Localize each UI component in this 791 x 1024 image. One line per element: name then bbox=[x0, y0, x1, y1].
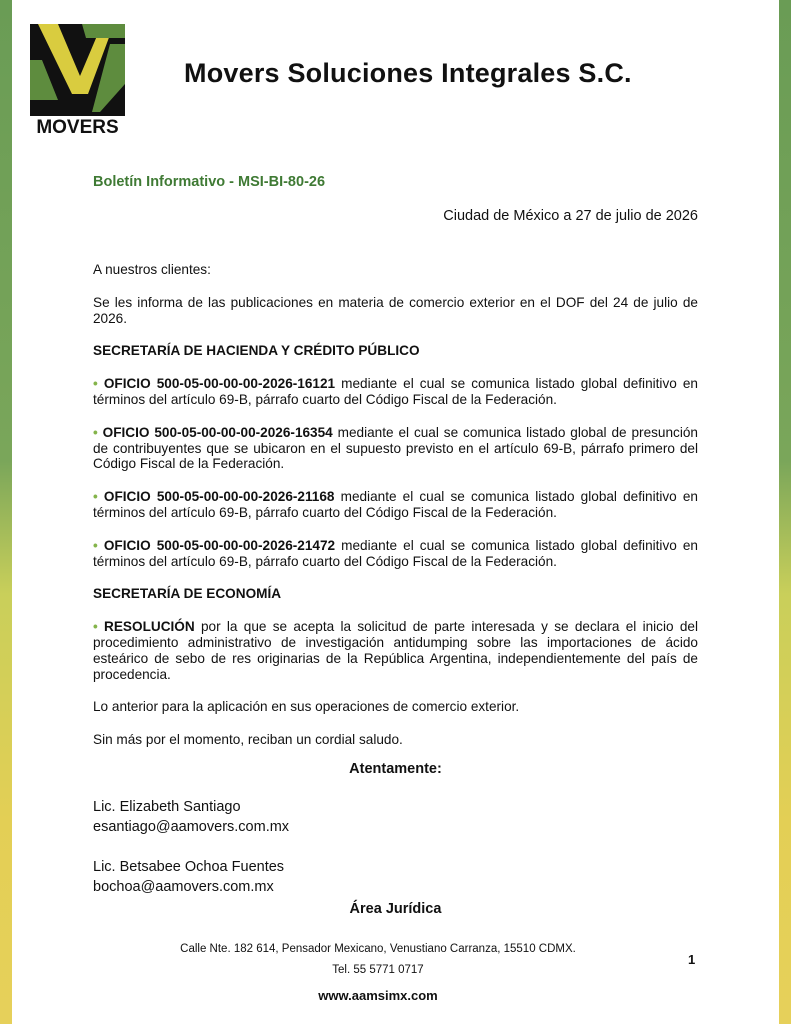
item-text: mediante el cual se comunica listado global de presunción de contribuyentes que se ubicaron en el supuesto previsto en el artículo 69-B, párrafo primero del Código Fiscal de la Federación. bbox=[93, 424, 698, 472]
page-number: 1 bbox=[688, 952, 696, 967]
contact-email[interactable]: esantiago@aamovers.com.mx bbox=[93, 819, 290, 835]
list-item bbox=[93, 425, 698, 472]
footer-address: Calle Nte. 182 614, Pensador Mexicano, Venustiano Carranza, 15510 CDMX. bbox=[180, 943, 576, 955]
greeting: A nuestros clientes: bbox=[93, 262, 211, 277]
bullet-icon: • bbox=[93, 376, 104, 392]
item-title: OFICIO 500-05-00-00-00-2026-16354 bbox=[102, 424, 333, 440]
section-heading-economia: SECRETARÍA DE ECONOMÍA bbox=[93, 586, 282, 602]
item-text: mediante el cual se comunica listado global definitivo en términos del artículo 69-B, párrafo cuarto del Código Fiscal de la Federación. bbox=[93, 537, 698, 569]
contact-block bbox=[93, 857, 284, 897]
movers-logo bbox=[30, 24, 125, 136]
closing-greeting: Sin más por el momento, reciban un cordial saludo. bbox=[93, 732, 403, 748]
item-title: RESOLUCIÓN bbox=[104, 619, 195, 635]
bullet-icon: • bbox=[93, 489, 104, 505]
closing-paragraph: Lo anterior para la aplicación en sus operaciones de comercio exterior. bbox=[93, 699, 520, 715]
contact-name: Lic. Betsabee Ochoa Fuentes bbox=[93, 859, 285, 875]
section-heading-hacienda: SECRETARÍA DE HACIENDA Y CRÉDITO PÚBLICO bbox=[93, 343, 420, 359]
item-text: mediante el cual se comunica listado global definitivo en términos del artículo 69-B, párrafo cuarto del Código Fiscal de la Federación. bbox=[93, 489, 698, 520]
footer-phone: Tel. 55 5771 0717 bbox=[332, 964, 424, 976]
list-item bbox=[93, 538, 698, 570]
item-title: OFICIO 500-05-00-00-00-2026-16121 bbox=[103, 376, 336, 392]
logo-text: MOVERS bbox=[36, 117, 119, 136]
department-name: Área Jurídica bbox=[349, 901, 442, 917]
date-line: Ciudad de México a 27 de julio de 2026 bbox=[443, 208, 698, 224]
item-title: OFICIO 500-05-00-00-00-2026-21168 bbox=[103, 489, 335, 505]
bullet-icon: • bbox=[93, 537, 104, 553]
bulletin-title: Boletín Informativo - MSI-BI-80-26 bbox=[93, 174, 326, 190]
company-name: Movers Soluciones Integrales S.C. bbox=[184, 58, 632, 88]
contact-name: Lic. Elizabeth Santiago bbox=[93, 799, 241, 815]
item-title: OFICIO 500-05-00-00-00-2026-21472 bbox=[103, 537, 336, 553]
item-text: mediante el cual se comunica listado global definitivo en términos del artículo 69-B, párrafo cuarto del Código Fiscal de la Federación. bbox=[93, 376, 698, 407]
contact-block bbox=[93, 797, 289, 837]
signature-title: Atentamente: bbox=[349, 761, 442, 777]
list-item bbox=[93, 376, 698, 408]
contact-email[interactable]: bochoa@aamovers.com.mx bbox=[93, 879, 274, 895]
list-item bbox=[93, 489, 698, 521]
bullet-icon: • bbox=[93, 619, 105, 635]
list-item bbox=[93, 619, 698, 682]
intro-paragraph: Se les informa de las publicaciones en materia de comercio exterior en el DOF del 24 de julio de 2026. bbox=[93, 294, 698, 326]
item-text: por la que se acepta la solicitud de parte interesada y se declara el inicio del procedimiento administrativo de investigación antidumping sobre las importaciones de ácido esteárico de sebo de res originarias de la República Argentina, independientemente del país de procedencia. bbox=[93, 619, 698, 682]
left-border-stripe bbox=[0, 0, 12, 1024]
right-border-stripe bbox=[779, 0, 791, 1024]
footer-website-link[interactable]: www.aamsimx.com bbox=[318, 988, 438, 1003]
bullet-icon: • bbox=[93, 424, 103, 440]
letter-body bbox=[93, 262, 698, 748]
